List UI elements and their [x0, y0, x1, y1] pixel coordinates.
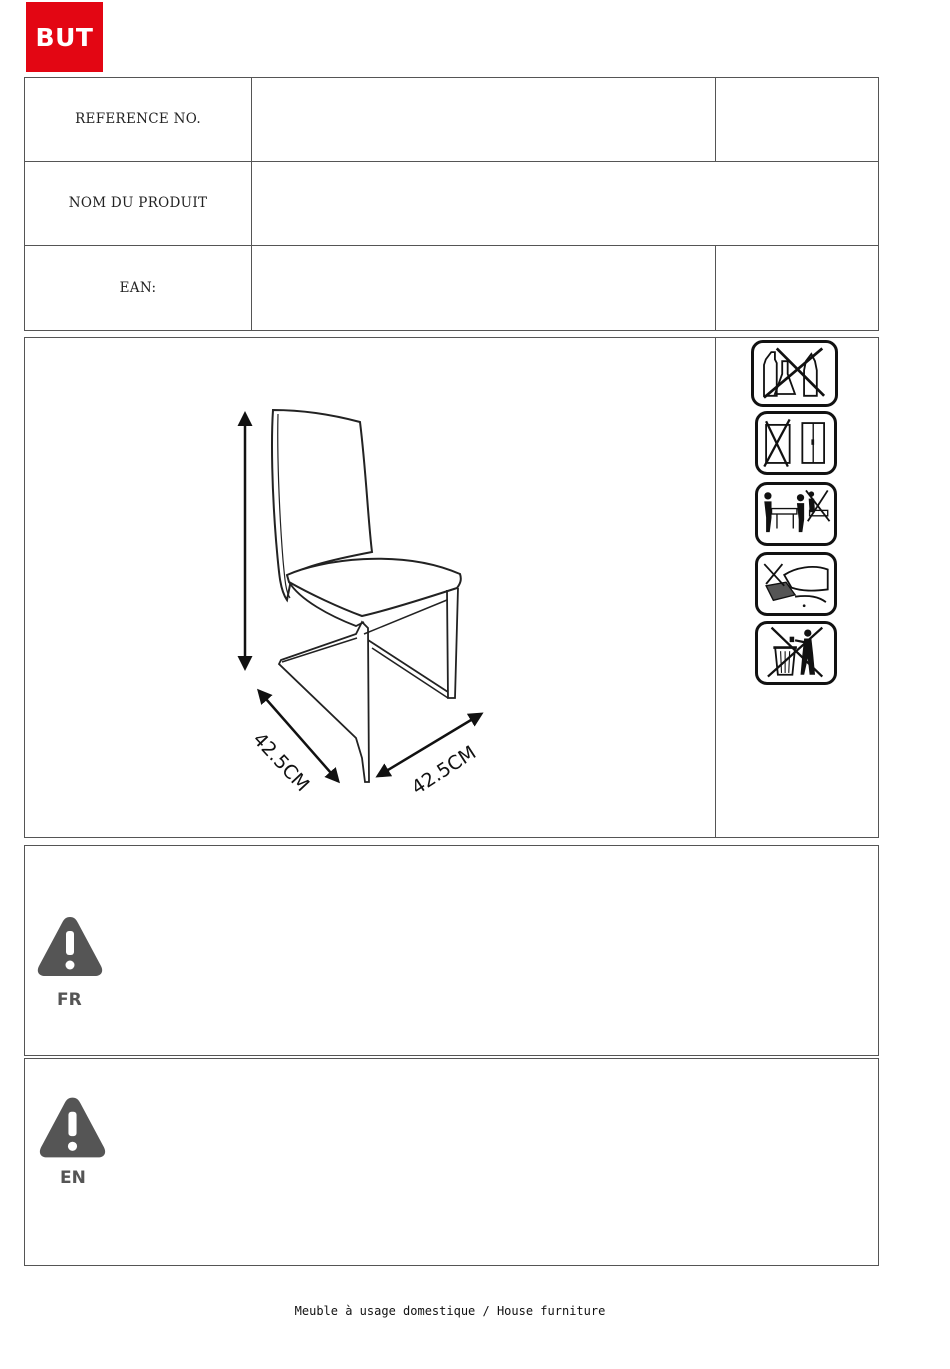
warning-box-fr [24, 845, 879, 1056]
footer-text: Meuble à usage domestique / House furniture [294, 1304, 606, 1318]
language-label-en: EN [60, 1168, 86, 1188]
language-label-fr: FR [57, 990, 82, 1010]
dimension-label-right: 42.5CM [407, 741, 481, 800]
panel-divider [715, 337, 716, 838]
table-divider [715, 77, 716, 161]
ean-label: EAN: [119, 280, 157, 296]
no-trash-disposal-icon [755, 621, 837, 685]
clean-with-cloth-icon [755, 552, 837, 616]
two-person-lift-icon [755, 482, 837, 546]
product-name-label: NOM DU PRODUIT [68, 195, 208, 211]
table-divider [24, 245, 879, 246]
warning-icon [37, 1094, 108, 1160]
table-divider [715, 245, 716, 331]
dimension-label-left: 42.5CM [248, 728, 314, 797]
brand-logo: BUT [26, 2, 103, 72]
dimension-labels [230, 700, 510, 810]
no-sunlight-icon [755, 411, 837, 475]
warning-box-en [24, 1058, 879, 1266]
no-chemicals-icon [751, 340, 838, 407]
table-divider [251, 77, 252, 331]
reference-label: REFERENCE NO. [75, 111, 201, 127]
warning-icon [35, 914, 105, 978]
table-divider [24, 161, 879, 162]
